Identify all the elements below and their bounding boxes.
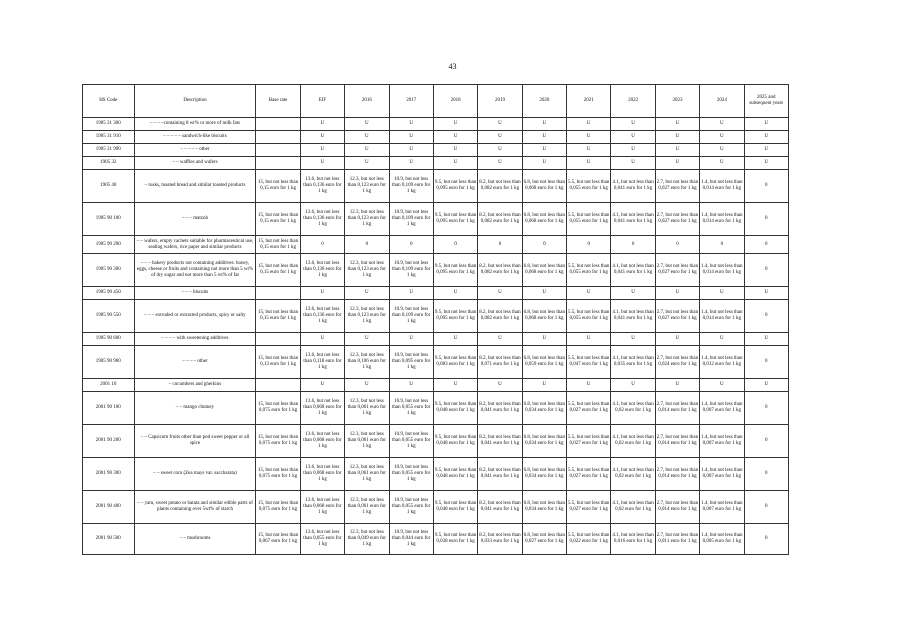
description-cell: – – – matzoh [134,203,256,236]
rate-cell: 13.6, but not less than 0,068 euro for 1 kg [300,458,344,491]
rate-cell: 10.9, but not less than 0,055 euro for 1 kg [389,392,433,425]
rate-cell: U [522,144,566,157]
table-row [83,524,789,555]
rate-cell: 8.2, but not less than 0,041 euro for 1 kg [478,392,522,425]
rate-cell: U [655,118,699,131]
rate-cell: 1.4, but not less than 0,012 euro for 1 kg [700,346,744,379]
rate-cell: U [655,287,699,300]
rate-cell: 13.6, but not less than 0,136 euro for 1 kg [300,203,344,236]
description-cell: – – – extruded or extracted products, spicy or salty [134,300,256,333]
rate-cell: 10.9, but not less than 0,055 euro for 1 kg [389,425,433,458]
rate-cell: U [300,287,344,300]
rate-cell: U [389,157,433,170]
rate-cell: 2.7, but not less than 0,014 euro for 1 kg [655,392,699,425]
rate-cell: 5.5, but not less than 0,027 euro for 1 kg [567,392,611,425]
rate-cell: 4.1, but not less than 0,035 euro for 1 kg [611,346,655,379]
rate-cell: 13.6, but not less than 0,136 euro for 1 kg [300,170,344,203]
rate-cell: U [300,144,344,157]
base-rate-cell: 15, but not less than 0,15 euro for 1 kg [256,203,300,236]
column-header: 2023 [655,85,699,118]
rate-cell: 1.4, but not less than 0,007 euro for 1 kg [700,425,744,458]
rate-cell: 9.5, but not less than 0,083 euro for 1 kg [433,346,477,379]
column-header: Base rate [256,85,300,118]
hs-code-cell: 1905 31 910 [83,131,135,144]
rate-cell: 10.9, but not less than 0,055 euro for 1 kg [389,491,433,524]
rate-cell: U [700,144,744,157]
rate-cell: 10.9, but not less than 0,109 euro for 1 kg [389,300,433,333]
rate-cell: U [611,118,655,131]
rate-cell: U [522,118,566,131]
rate-cell: U [389,333,433,346]
rate-cell: U [655,157,699,170]
rate-cell: 1.4, but not less than 0,007 euro for 1 kg [700,458,744,491]
rate-cell: U [700,379,744,392]
rate-cell: U [611,144,655,157]
rate-cell: 0 [744,425,789,458]
tariff-schedule-table [82,84,789,555]
hs-code-cell: 1905 90 900 [83,346,135,379]
rate-cell: U [611,333,655,346]
rate-cell: 0 [744,203,789,236]
rate-cell: 8.2, but not less than 0,041 euro for 1 kg [478,425,522,458]
rate-cell: 2.7, but not less than 0,014 euro for 1 kg [655,458,699,491]
rate-cell: U [744,333,789,346]
rate-cell: U [389,131,433,144]
rate-cell: 6.8, but not less than 0,034 euro for 1 kg [522,491,566,524]
rate-cell: U [300,379,344,392]
base-rate-cell: 15, but not less than 0,075 euro for 1 kg [256,491,300,524]
rate-cell: U [345,157,389,170]
rate-cell: U [433,144,477,157]
base-rate-cell [256,131,300,144]
rate-cell: 8.2, but not less than 0,071 euro for 1 kg [478,346,522,379]
base-rate-cell: 15, but not less than 0,15 euro for 1 kg [256,254,300,287]
rate-cell: 1.4, but not less than 0,005 euro for 1 kg [700,524,744,555]
rate-cell: 6.8, but not less than 0,027 euro for 1 kg [522,524,566,555]
rate-cell: U [700,333,744,346]
rate-cell: 5.5, but not less than 0,055 euro for 1 kg [567,170,611,203]
rate-cell: 12.3, but not less than 0,123 euro for 1 kg [345,300,389,333]
rate-cell: 0 [744,346,789,379]
rate-cell: 9.5, but not less than 0,095 euro for 1 kg [433,254,477,287]
description-cell: – – mushrooms [134,524,256,555]
rate-cell: 2.7, but not less than 0,027 euro for 1 kg [655,203,699,236]
rate-cell: 0 [478,236,522,254]
rate-cell: 6.8, but not less than 0,059 euro for 1 kg [522,346,566,379]
rate-cell: 13.6, but not less than 0,068 euro for 1 kg [300,491,344,524]
hs-code-cell: 2001 10 [83,379,135,392]
column-header: 2021 [567,85,611,118]
rate-cell: 8.2, but not less than 0,041 euro for 1 kg [478,458,522,491]
rate-cell: 12.3, but not less than 0,061 euro for 1 kg [345,458,389,491]
rate-cell: 8.2, but not less than 0,082 euro for 1 kg [478,203,522,236]
rate-cell: 13.6, but not less than 0,136 euro for 1 kg [300,254,344,287]
base-rate-cell: 15, but not less than 0,15 euro for 1 kg [256,300,300,333]
table-row [83,458,789,491]
rate-cell: 4.1, but not less than 0,041 euro for 1 kg [611,300,655,333]
rate-cell: U [300,118,344,131]
hs-code-cell: 1905 32 [83,157,135,170]
base-rate-cell [256,157,300,170]
rate-cell: U [433,157,477,170]
rate-cell: U [478,131,522,144]
rate-cell: 5.5, but not less than 0,055 euro for 1 kg [567,254,611,287]
table-row [83,203,789,236]
rate-cell: U [567,157,611,170]
rate-cell: 0 [700,236,744,254]
rate-cell: U [744,144,789,157]
rate-cell: 0 [744,524,789,555]
rate-cell: 5.5, but not less than 0,027 euro for 1 kg [567,458,611,491]
rate-cell: U [700,118,744,131]
rate-cell: U [389,118,433,131]
hs-code-cell: 2001 90 400 [83,491,135,524]
rate-cell: U [522,157,566,170]
rate-cell: 12.3, but not less than 0,123 euro for 1 kg [345,170,389,203]
rate-cell: U [478,379,522,392]
rate-cell: 9.5, but not less than 0,038 euro for 1 kg [433,524,477,555]
rate-cell: U [744,118,789,131]
rate-cell: U [433,287,477,300]
rate-cell: 8.2, but not less than 0,082 euro for 1 kg [478,170,522,203]
rate-cell: 0 [522,236,566,254]
rate-cell: U [433,118,477,131]
table-row [83,346,789,379]
rate-cell: 9.5, but not less than 0,048 euro for 1 kg [433,491,477,524]
rate-cell: 10.9, but not less than 0,109 euro for 1 kg [389,254,433,287]
rate-cell: U [744,379,789,392]
rate-cell: 5.5, but not less than 0,047 euro for 1 kg [567,346,611,379]
table-header-row [83,85,789,118]
table-row [83,144,789,157]
rate-cell: U [478,144,522,157]
rate-cell: 0 [345,236,389,254]
column-header: EIF [300,85,344,118]
page-number: 43 [448,62,457,71]
rate-cell: U [744,131,789,144]
rate-cell: 6.8, but not less than 0,068 euro for 1 kg [522,170,566,203]
rate-cell: 4.1, but not less than 0,02 euro for 1 kg [611,491,655,524]
rate-cell: U [345,131,389,144]
rate-cell: 5.5, but not less than 0,027 euro for 1 kg [567,425,611,458]
rate-cell: U [389,287,433,300]
table-row [83,491,789,524]
rate-cell: 8.2, but not less than 0,041 euro for 1 kg [478,491,522,524]
rate-cell: 13.6, but not less than 0,068 euro for 1 kg [300,425,344,458]
rate-cell: U [433,379,477,392]
rate-cell: U [345,144,389,157]
rate-cell: U [744,287,789,300]
hs-code-cell: 1905 90 600 [83,333,135,346]
base-rate-cell [256,118,300,131]
rate-cell: 5.5, but not less than 0,055 euro for 1 kg [567,300,611,333]
rate-cell: U [345,333,389,346]
description-cell: – – Capsicum fruits other than pod sweet pepper or all spice [134,425,256,458]
rate-cell: 10.9, but not less than 0,095 euro for 1 kg [389,346,433,379]
table-row [83,170,789,203]
rate-cell: U [611,131,655,144]
rate-cell: 9.5, but not less than 0,095 euro for 1 kg [433,203,477,236]
rate-cell: 12.3, but not less than 0,106 euro for 1 kg [345,346,389,379]
rate-cell: 2.7, but not less than 0,027 euro for 1 kg [655,170,699,203]
rate-cell: U [655,144,699,157]
rate-cell: 0 [433,236,477,254]
rate-cell: U [478,333,522,346]
rate-cell: 2.7, but not less than 0,024 euro for 1 kg [655,346,699,379]
rate-cell: 0 [611,236,655,254]
rate-cell: 9.5, but not less than 0,095 euro for 1 kg [433,300,477,333]
rate-cell: 1.4, but not less than 0,014 euro for 1 kg [700,300,744,333]
table-row [83,236,789,254]
description-cell: – – wafers, empty cachets suitable for pharmaceutical use, sealing wafers, rice paper and similar products [134,236,256,254]
rate-cell: 8.2, but not less than 0,033 euro for 1 kg [478,524,522,555]
rate-cell: U [700,287,744,300]
rate-cell: U [522,333,566,346]
rate-cell: 13.6, but not less than 0,055 euro for 1 kg [300,524,344,555]
rate-cell: U [478,287,522,300]
rate-cell: 1.4, but not less than 0,014 euro for 1 kg [700,254,744,287]
base-rate-cell: 15, but not less than 0,075 euro for 1 kg [256,425,300,458]
base-rate-cell: 15, but not less than 0,13 euro for 1 kg [256,346,300,379]
column-header: 2022 [611,85,655,118]
rate-cell: U [522,379,566,392]
description-cell: – – mango chutney [134,392,256,425]
rate-cell: 2.7, but not less than 0,014 euro for 1 kg [655,491,699,524]
hs-code-cell: 1905 90 550 [83,300,135,333]
rate-cell: 10.9, but not less than 0,109 euro for 1 kg [389,203,433,236]
rate-cell: U [522,131,566,144]
table-row [83,118,789,131]
rate-cell: 1.4, but not less than 0,007 euro for 1 kg [700,491,744,524]
rate-cell: U [567,333,611,346]
rate-cell: 13.6, but not less than 0,118 euro for 1 kg [300,346,344,379]
rate-cell: 4.1, but not less than 0,02 euro for 1 kg [611,392,655,425]
rate-cell: U [655,333,699,346]
rate-cell: U [522,287,566,300]
rate-cell: 4.1, but not less than 0,041 euro for 1 kg [611,254,655,287]
description-cell: – – sweet corn (Zea mays var. saccharata) [134,458,256,491]
rate-cell: 5.5, but not less than 0,022 euro for 1 kg [567,524,611,555]
table-row [83,287,789,300]
base-rate-cell [256,333,300,346]
table-row [83,425,789,458]
rate-cell: 9.5, but not less than 0,095 euro for 1 kg [433,170,477,203]
rate-cell: 1.4, but not less than 0,014 euro for 1 kg [700,203,744,236]
rate-cell: 2.7, but not less than 0,027 euro for 1 kg [655,254,699,287]
table-row [83,157,789,170]
column-header: 2017 [389,85,433,118]
description-cell: – – – –containing 8 wt% or more of milk fats [134,118,256,131]
rate-cell: 10.9, but not less than 0,055 euro for 1 kg [389,458,433,491]
column-header: 2020 [522,85,566,118]
base-rate-cell: 15, but not less than 0,15 euro for 1 kg [256,170,300,203]
description-cell: – – – – with sweetening additives [134,333,256,346]
rate-cell: 5.5, but not less than 0,027 euro for 1 kg [567,491,611,524]
table-row [83,131,789,144]
rate-cell: U [611,287,655,300]
rate-cell: U [700,157,744,170]
table-row [83,392,789,425]
rate-cell: 0 [655,236,699,254]
column-header: 2018 [433,85,477,118]
rate-cell: U [611,157,655,170]
base-rate-cell [256,287,300,300]
rate-cell: U [744,157,789,170]
rate-cell: 10.9, but not less than 0,044 euro for 1 kg [389,524,433,555]
rate-cell: 5.5, but not less than 0,055 euro for 1 kg [567,203,611,236]
hs-code-cell: 1905 31 990 [83,144,135,157]
rate-cell: U [300,333,344,346]
rate-cell: 0 [744,491,789,524]
column-header: 2016 [345,85,389,118]
rate-cell: 12.3, but not less than 0,049 euro for 1 kg [345,524,389,555]
table-row [83,254,789,287]
description-cell: – cucumbers and gherkins [134,379,256,392]
rate-cell: 4.1, but not less than 0,02 euro for 1 kg [611,425,655,458]
base-rate-cell: 15, but not less than 0,067 euro for 1 kg [256,524,300,555]
rate-cell: 4.1, but not less than 0,02 euro for 1 kg [611,458,655,491]
rate-cell: U [567,287,611,300]
base-rate-cell: 15, but not less than 0,15 euro for 1 kg [256,236,300,254]
hs-code-cell: 1905 40 [83,170,135,203]
rate-cell: 1.4, but not less than 0,014 euro for 1 kg [700,170,744,203]
hs-code-cell: 1905 90 450 [83,287,135,300]
description-cell: – – yam, sweet potato or batata and similar edible parts of plants containing over 5wt% of starch [134,491,256,524]
base-rate-cell: 15, but not less than 0,075 euro for 1 kg [256,458,300,491]
rate-cell: U [433,131,477,144]
rate-cell: 2.7, but not less than 0,027 euro for 1 kg [655,300,699,333]
column-header: 2025 and subsequent years [744,85,789,118]
hs-code-cell: 2001 90 300 [83,458,135,491]
description-cell: – – – bakery products not containing additives: honey, eggs, cheese or fruits and containing not more than 5 wt% of dry sugar and not more than 5 wt% of fat [134,254,256,287]
hs-code-cell: 1905 90 200 [83,236,135,254]
rate-cell: U [300,157,344,170]
rate-cell: U [478,118,522,131]
rate-cell: U [567,131,611,144]
rate-cell: 0 [744,458,789,491]
rate-cell: U [345,287,389,300]
rate-cell: 0 [300,236,344,254]
rate-cell: 2.7, but not less than 0,014 euro for 1 kg [655,425,699,458]
rate-cell: 12.3, but not less than 0,061 euro for 1 kg [345,392,389,425]
rate-cell: 0 [744,300,789,333]
rate-cell: 12.3, but not less than 0,123 euro for 1 kg [345,203,389,236]
rate-cell: U [345,379,389,392]
rate-cell: U [655,379,699,392]
table-row [83,300,789,333]
rate-cell: 9.5, but not less than 0,048 euro for 1 kg [433,392,477,425]
rate-cell: U [300,131,344,144]
rate-cell: 12.3, but not less than 0,061 euro for 1 kg [345,425,389,458]
rate-cell: 6.8, but not less than 0,068 euro for 1 kg [522,300,566,333]
rate-cell: 12.3, but not less than 0,061 euro for 1 kg [345,491,389,524]
table-row [83,379,789,392]
description-cell: – – – – other [134,346,256,379]
rate-cell: 4.1, but not less than 0,016 euro for 1 kg [611,524,655,555]
base-rate-cell: 15, but not less than 0,075 euro for 1 kg [256,392,300,425]
rate-cell: 6.8, but not less than 0,034 euro for 1 kg [522,392,566,425]
rate-cell: U [567,379,611,392]
rate-cell: U [389,144,433,157]
hs-code-cell: 2001 90 100 [83,392,135,425]
hs-code-cell: 2001 90 500 [83,524,135,555]
rate-cell: 4.1, but not less than 0,041 euro for 1 kg [611,170,655,203]
rate-cell: 8.2, but not less than 0,082 euro for 1 kg [478,254,522,287]
rate-cell: U [567,118,611,131]
base-rate-cell [256,379,300,392]
rate-cell: 13.6, but not less than 0,068 euro for 1 kg [300,392,344,425]
description-cell: – – – – – sandwich-like biscuits [134,131,256,144]
hs-code-cell: 1905 31 300 [83,118,135,131]
column-header: Description [134,85,256,118]
rate-cell: 9.5, but not less than 0,048 euro for 1 kg [433,425,477,458]
rate-cell: 12.3, but not less than 0,123 euro for 1 kg [345,254,389,287]
rate-cell: 9.5, but not less than 0,048 euro for 1 kg [433,458,477,491]
rate-cell: U [345,118,389,131]
column-header: HS Code [83,85,135,118]
rate-cell: 6.8, but not less than 0,034 euro for 1 kg [522,425,566,458]
base-rate-cell [256,144,300,157]
description-cell: – rusks, toasted bread and similar toasted products [134,170,256,203]
description-cell: – – – – – other [134,144,256,157]
rate-cell: U [611,379,655,392]
rate-cell: U [433,333,477,346]
rate-cell: U [700,131,744,144]
rate-cell: U [655,131,699,144]
column-header: 2019 [478,85,522,118]
column-header: 2024 [700,85,744,118]
rate-cell: 0 [744,170,789,203]
table-row [83,333,789,346]
rate-cell: 2.7, but not less than 0,011 euro for 1 kg [655,524,699,555]
rate-cell: 8.2, but not less than 0,082 euro for 1 kg [478,300,522,333]
rate-cell: U [478,157,522,170]
hs-code-cell: 2001 90 200 [83,425,135,458]
rate-cell: U [567,144,611,157]
rate-cell: 0 [389,236,433,254]
rate-cell: 0 [744,392,789,425]
rate-cell: 6.8, but not less than 0,068 euro for 1 kg [522,254,566,287]
rate-cell: 4.1, but not less than 0,041 euro for 1 kg [611,203,655,236]
rate-cell: 0 [567,236,611,254]
description-cell: – – – biscuits [134,287,256,300]
rate-cell: 13.6, but not less than 0,136 euro for 1 kg [300,300,344,333]
rate-cell: 0 [744,254,789,287]
rate-cell: 1.4, but not less than 0,007 euro for 1 kg [700,392,744,425]
rate-cell: 6.8, but not less than 0,068 euro for 1 kg [522,203,566,236]
rate-cell: 10.9, but not less than 0,109 euro for 1 kg [389,170,433,203]
description-cell: – – waffles and wafers [134,157,256,170]
rate-cell: 6.8, but not less than 0,034 euro for 1 kg [522,458,566,491]
hs-code-cell: 1905 90 100 [83,203,135,236]
hs-code-cell: 1905 90 300 [83,254,135,287]
table-body [83,118,789,555]
rate-cell: 0 [744,236,789,254]
rate-cell: U [389,379,433,392]
